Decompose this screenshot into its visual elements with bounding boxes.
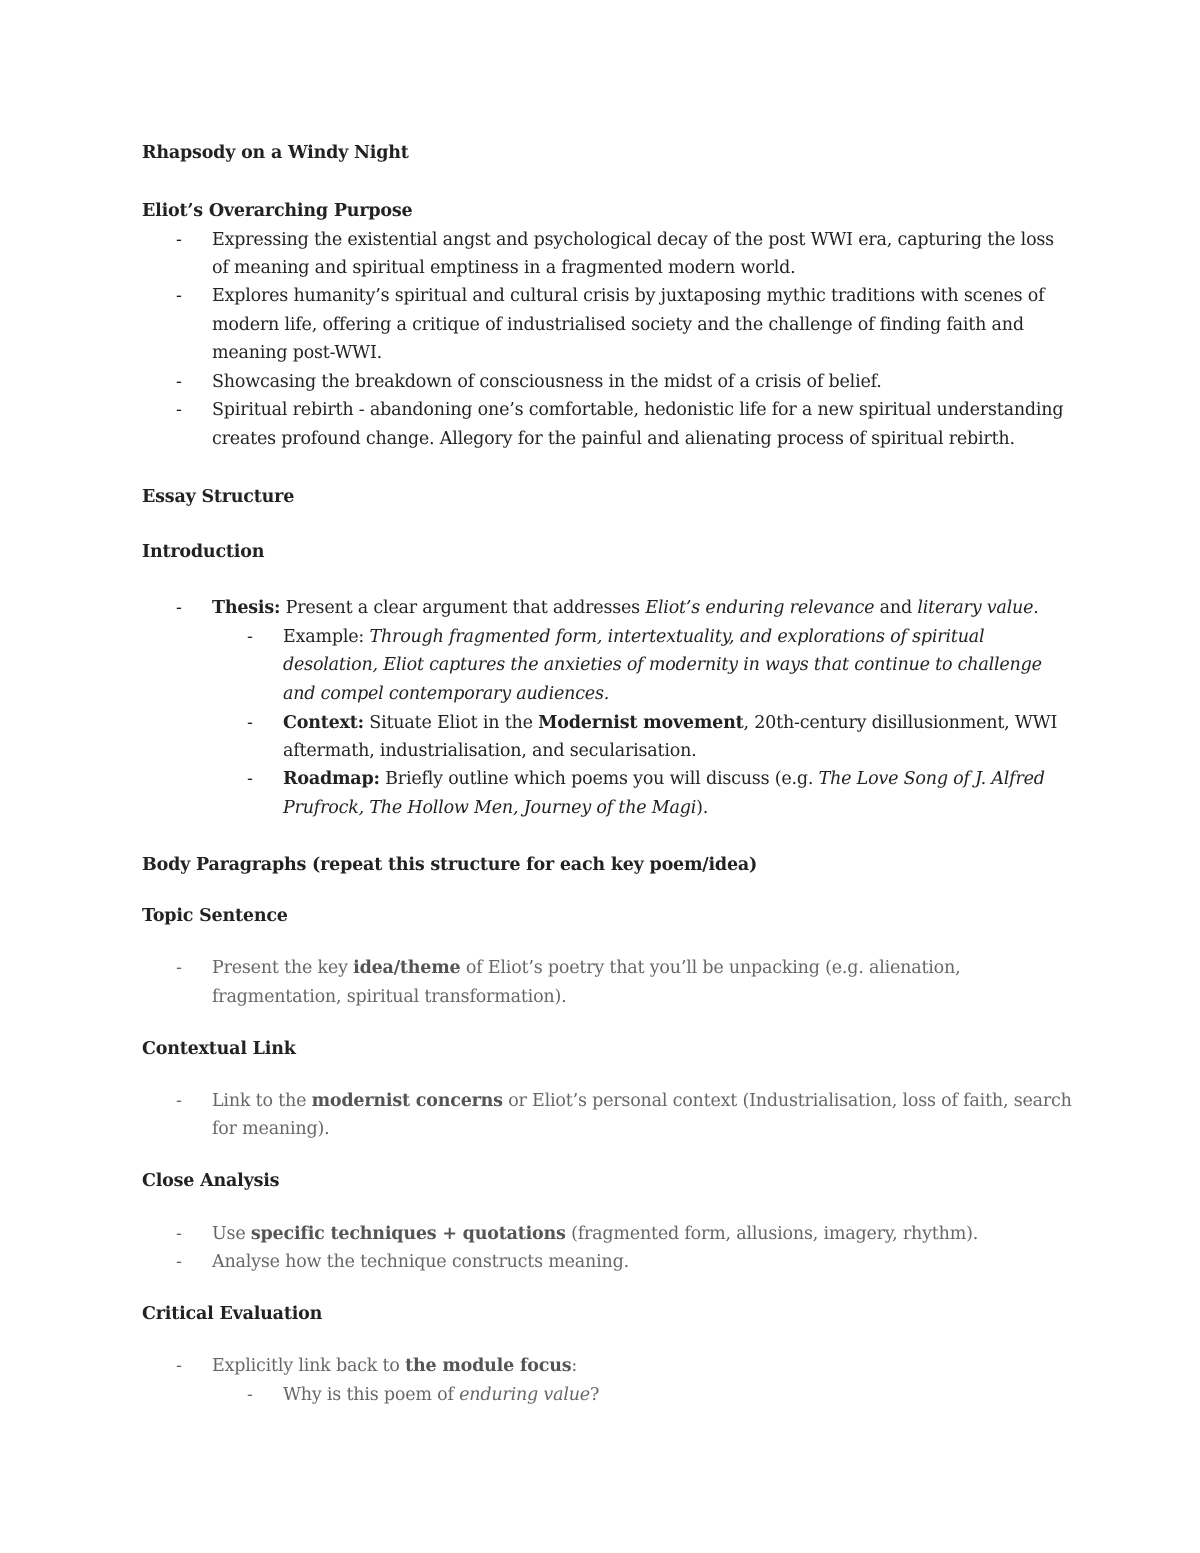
bullet-dash: - (176, 1224, 182, 1244)
bullet-dash: - (176, 598, 182, 618)
critical-bold: the module focus (405, 1356, 572, 1376)
example-line-2 (283, 655, 1042, 675)
sub-bullet-dash: - (247, 769, 253, 789)
sub-bullet-dash: - (247, 1385, 253, 1405)
purpose-bullet-2-line-3: meaning post-WWI. (212, 343, 383, 363)
context-bold: Modernist movement (538, 713, 744, 733)
critical-sub-italic: enduring value (459, 1385, 590, 1405)
bullet-dash: - (176, 958, 182, 978)
close-bold: specific techniques + quotations (250, 1224, 566, 1244)
thesis-text-c: . (1033, 598, 1039, 618)
context-line-1 (283, 713, 1057, 733)
bullet-dash: - (176, 1252, 182, 1272)
bullet-dash: - (176, 286, 182, 306)
critical-text-a: Explicitly link back to (212, 1356, 406, 1376)
thesis-line (212, 598, 1039, 618)
thesis-italic-2: literary value (917, 598, 1034, 618)
roadmap-line-1 (283, 769, 1045, 789)
close-text-a: Use (212, 1224, 251, 1244)
close-text-b: (fragmented form, allusions, imagery, rhythm). (565, 1224, 979, 1244)
critical-sub-text-a: Why is this poem of (283, 1385, 460, 1405)
bullet-dash: - (176, 400, 182, 420)
sub-bullet-dash: - (247, 713, 253, 733)
purpose-bullet-3-line-1: Showcasing the breakdown of consciousness in the midst of a crisis of belief. (212, 372, 882, 392)
thesis-label: Thesis: (212, 598, 281, 618)
purpose-bullet-1-line-1: Expressing the existential angst and psychological decay of the post WWI era, capturing the loss (212, 230, 1054, 250)
bullet-dash: - (176, 1356, 182, 1376)
contextual-line-2: for meaning). (212, 1119, 330, 1139)
critical-text-b: : (571, 1356, 578, 1376)
contextual-text-a: Link to the (212, 1091, 312, 1111)
bullet-dash: - (176, 1091, 182, 1111)
roadmap-italic-2: Prufrock, The Hollow Men, Journey of the Magi (283, 798, 697, 818)
roadmap-text-a: Briefly outline which poems you will discuss (e.g. (379, 769, 819, 789)
topic-bold: idea/theme (353, 958, 461, 978)
example-text-1: Through fragmented form, intertextuality, and explorations of spiritual (369, 627, 985, 647)
critical-evaluation-heading: Critical Evaluation (142, 1304, 323, 1324)
topic-sentence-heading: Topic Sentence (142, 906, 288, 926)
critical-sub-line (283, 1385, 599, 1405)
purpose-bullet-1-line-2: of meaning and spiritual emptiness in a fragmented modern world. (212, 258, 796, 278)
topic-text-a: Present the key (212, 958, 354, 978)
topic-text-b: of Eliot’s poetry that you’ll be unpacking (e.g. alienation, (460, 958, 961, 978)
critical-line-1 (212, 1356, 577, 1376)
context-text-b: , 20th-century disillusionment, WWI (743, 713, 1058, 733)
contextual-text-b: or Eliot’s personal context (Industrialisation, loss of faith, search (502, 1091, 1072, 1111)
critical-sub-text-b: ? (589, 1385, 600, 1405)
purpose-bullet-2-line-1: Explores humanity’s spiritual and cultural crisis by juxtaposing mythic traditions with scenes of (212, 286, 1045, 306)
example-label: Example: (283, 627, 370, 647)
bullet-dash: - (176, 372, 182, 392)
context-text-a: Situate Eliot in the (363, 713, 539, 733)
context-line-2: aftermath, industrialisation, and secularisation. (283, 741, 697, 761)
purpose-bullet-4-line-2: creates profound change. Allegory for the painful and alienating process of spiritual rebirth. (212, 429, 1015, 449)
roadmap-label: Roadmap: (283, 769, 380, 789)
example-line-1 (283, 627, 984, 647)
contextual-line-1 (212, 1091, 1072, 1111)
close-analysis-heading: Close Analysis (142, 1171, 280, 1191)
purpose-bullet-2-line-2: modern life, offering a critique of industrialised society and the challenge of finding faith and (212, 315, 1024, 335)
contextual-bold: modernist concerns (311, 1091, 503, 1111)
example-text-2: desolation, Eliot captures the anxieties of modernity in ways that continue to challenge (283, 655, 1042, 675)
context-label: Context: (283, 713, 364, 733)
essay-structure-heading: Essay Structure (142, 487, 295, 507)
introduction-heading: Introduction (142, 542, 265, 562)
example-line-3 (283, 684, 609, 704)
close-line-2: Analyse how the technique constructs meaning. (212, 1252, 629, 1272)
example-text-3: and compel contemporary audiences. (283, 684, 610, 704)
thesis-text-b: and (874, 598, 918, 618)
purpose-heading: Eliot’s Overarching Purpose (142, 201, 413, 221)
roadmap-line-2 (283, 798, 708, 818)
thesis-text-a: Present a clear argument that addresses (280, 598, 646, 618)
document-title: Rhapsody on a Windy Night (142, 143, 409, 163)
close-line-1 (212, 1224, 978, 1244)
body-paragraphs-heading: Body Paragraphs (repeat this structure for each key poem/idea) (142, 855, 758, 875)
roadmap-end: ). (696, 798, 709, 818)
contextual-link-heading: Contextual Link (142, 1039, 296, 1059)
roadmap-italic-1: The Love Song of J. Alfred (818, 769, 1045, 789)
topic-line-1 (212, 958, 960, 978)
purpose-bullet-4-line-1: Spiritual rebirth - abandoning one’s comfortable, hedonistic life for a new spiritual understanding (212, 400, 1064, 420)
sub-bullet-dash: - (247, 627, 253, 647)
bullet-dash: - (176, 230, 182, 250)
thesis-italic-1: Eliot’s enduring relevance (645, 598, 875, 618)
topic-line-2: fragmentation, spiritual transformation). (212, 987, 567, 1007)
